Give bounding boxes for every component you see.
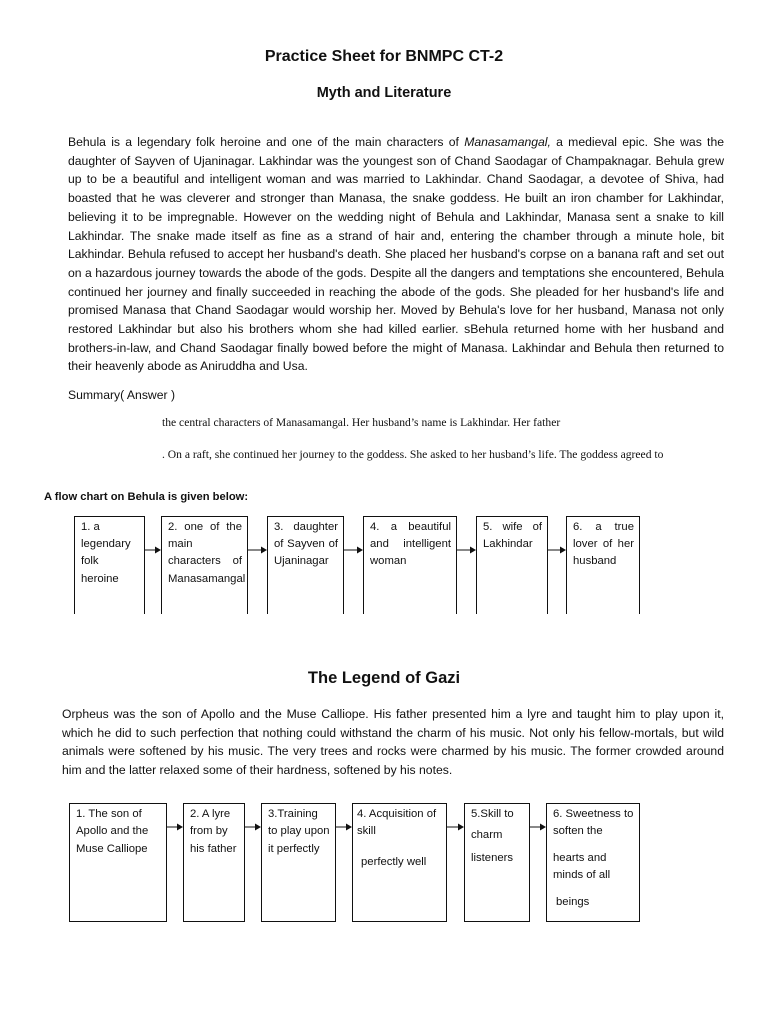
flow2-box-5 — [464, 803, 530, 922]
flow-box-5: 5. wife of Lakhindar — [476, 516, 548, 614]
page-title: Practice Sheet for BNMPC CT-2 — [264, 48, 504, 65]
flow2-box-1: 1. The son of Apollo and the Muse Calliope — [69, 803, 167, 922]
arrow-icon — [447, 822, 464, 832]
flow2-box-6-mid: hearts and minds of all — [553, 851, 611, 881]
arrow-icon — [344, 545, 363, 555]
flow-box-6: 6. a true lover of her husband — [566, 516, 640, 614]
summary-label: Summary( Answer ) — [68, 388, 175, 402]
orpheus-paragraph: Orpheus was the son of Apollo and the Muse Calliope. His father presented him a lyre and taught him to play upon it, which he did to such perfection that nothing could withstand the charm of his music. Not only his fellow-mortals, but wild animals were softened by his music. The very trees and rocks were charmed by his music. The former crowded around him and the latter relaxed some of their hardness, softened by his notes. — [62, 707, 724, 778]
arrow-icon — [457, 545, 476, 555]
flowchart-heading: A flow chart on Behula is given below: — [44, 491, 249, 503]
flow2-box-5-bottom: listeners — [471, 851, 514, 864]
flow-box-2: 2. one of the main characters of Manasamangal — [161, 516, 248, 614]
flow2-box-5-top: 5.Skill to — [471, 808, 514, 820]
section-title: The Legend of Gazi — [307, 669, 461, 687]
page-subtitle: Myth and Literature — [316, 85, 452, 101]
flow2-box-4-top: 4. Acquisition of skill — [357, 808, 437, 838]
flow-box-3: 3. daughter of Sayven of Ujaninagar — [267, 516, 344, 614]
flow2-box-6-top: 6. Sweetness to soften the — [553, 808, 634, 838]
arrow-icon — [530, 822, 546, 832]
paragraph-text-start: Behula is a legendary folk heroine and one of the main characters of — [68, 135, 465, 149]
summary-line-2: . On a raft, she continued her journey to the goddess. She asked to her husband’s life. The goddess agreed to — [162, 448, 664, 461]
flow-box-1: 1. a legendary folk heroine — [74, 516, 145, 614]
arrow-icon — [245, 822, 261, 832]
flow2-box-3: 3.Training to play upon it perfectly — [261, 803, 336, 922]
flow2-box-6-bottom: beings — [556, 896, 590, 909]
flow2-box-5-mid: charm — [471, 829, 503, 842]
summary-line-1: the central characters of Manasamangal. Her husband’s name is Lakhindar. Her father — [162, 416, 561, 429]
arrow-icon — [145, 545, 161, 555]
flow2-box-6 — [546, 803, 640, 922]
epic-title-emphasis: Manasamangal, — [464, 135, 551, 149]
flow2-box-2: 2. A lyre from by his father — [183, 803, 245, 922]
behula-paragraph — [68, 133, 724, 376]
arrow-icon — [336, 822, 352, 832]
arrow-icon — [548, 545, 566, 555]
arrow-icon — [248, 545, 267, 555]
flow2-box-4 — [352, 803, 447, 922]
arrow-icon — [167, 822, 183, 832]
flow-box-4: 4. a beautiful and intelligent woman — [363, 516, 457, 614]
flow2-box-4-bottom: perfectly well — [361, 855, 427, 868]
paragraph-text-rest: a medieval epic. She was the daughter of Sayven of Ujaninagar. Lakhindar was the youngest son of Chand Saodagar of Champaknagar. Behula grew up to be a beautiful and intelligent woman and was married to Lakhindar. Chand Saodagar, a devotee of Shiva, had boasted that he was cleverer and stronger than Manasa, the snake goddess. He built an iron chamber for Lakhindar, believing it to be impregnable. However on the wedding night of Behula and Lakhindar, Manasa sent a snake to kill Lakhindar. The snake made itself as fine as a strand of hair and, entering the chamber through a minute hole, bit Lakhindar. Behula refused to accept her husband's death. She placed her husband's corpse on a banana raft and set out on a hazardous journey towards the abode of the gods. Despite all the dangers and temptations she encountered, Behula continued her journey and finally succeeded in reaching the abode of the gods. She pleaded for her husband's life and promised Manasa that Chand Saodagar would worship her. Moved by Behula's love for her husband, Manasa not only restored Lakhindar but also his brothers whom she had killed earlier. sBehula returned home with her husband and brothers-in-law, and Chand Saodagar finally bowed before the might of Manasa. Lakhindar and Behula then returned to their heavenly abode as Aniruddha and Usa. — [68, 135, 725, 374]
